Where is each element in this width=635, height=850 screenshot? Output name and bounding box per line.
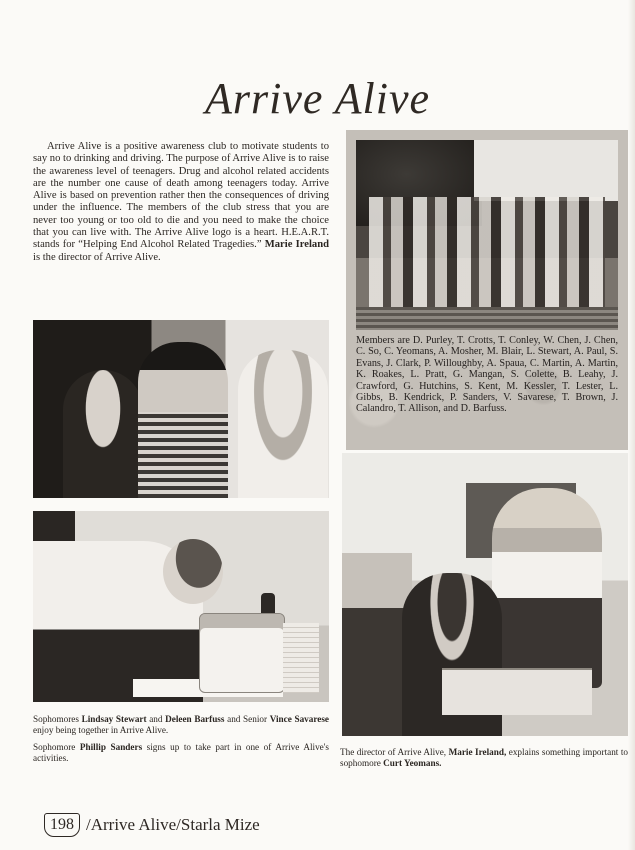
- page-footer: [44, 813, 260, 837]
- photo-members: [369, 197, 605, 307]
- photo-director-figure: [492, 488, 602, 688]
- photo-desk: [442, 668, 592, 715]
- photo-head: [163, 539, 223, 604]
- members-caption: Members are D. Purley, T. Crotts, T. Conley, W. Chen, J. Chen, C. So, C. Yeomans, A. Mosher, M. Blair, L. Stewart, A. Paul, S. Evans, J. Clark, P. Willoughby, A. Spaua, C. Martin, A. Martin, K. Roakes, L. Pratt, G. Mangan, S. Colette, B. Leahy, J. Crawford, G. Hutchins, S. Kent, M. Kessler, T. Lester, L. Gibbs, B. Kendrick, P. Sanders, V. Savarese, T. Brown, J. Calandro, T. Allison, and D. Barfuss.: [356, 335, 618, 415]
- caption-text: and: [146, 714, 166, 724]
- group-photo: [356, 140, 618, 330]
- caption-name: Vince Savarese: [269, 714, 329, 724]
- caption-name: Phillip Sanders: [79, 742, 143, 752]
- friends-caption: [33, 714, 329, 736]
- caption-text: The director of Arrive Alive,: [340, 747, 449, 757]
- intro-text-end: is the director of Arrive Alive.: [33, 251, 161, 263]
- photo-person: [63, 370, 143, 498]
- caption-name: Marie Ireland,: [448, 747, 507, 757]
- photo-cooler: [199, 613, 285, 693]
- caption-text: signs up to take part in one of Arrive Alive's activities.: [33, 742, 329, 763]
- signup-caption: [33, 742, 329, 764]
- caption-text: enjoy being together in Arrive Alive.: [33, 725, 169, 735]
- caption-name: Deleen Barfuss: [165, 714, 225, 724]
- page-edge-shadow: [628, 0, 635, 850]
- footer-credit: /Arrive Alive/Starla Mize: [86, 815, 260, 834]
- photo-cups: [283, 623, 319, 693]
- signup-photo: [33, 511, 329, 702]
- director-caption: [340, 747, 628, 769]
- friends-photo: [33, 320, 329, 498]
- caption-name: Lindsay Stewart: [81, 714, 147, 724]
- photo-person: [238, 350, 328, 498]
- page-title: Arrive Alive: [205, 74, 430, 123]
- photo-bleachers: [356, 307, 618, 330]
- intro-text: Arrive Alive is a positive awareness club to motivate students to say no to drinking and driving. The purpose of Arrive Alive is to raise the awareness level of teenagers. Drug and alcohol related accidents are the number one cause of death among teenagers today. Arrive Alive is based on prevention rather then the consequences of driving under the influence. The members of the club stress that you are never too young or too old to die and you need to make the choice that you can live with. The Arrive Alive logo is a heart. H.E.A.R.T. stands for “Helping End Alcohol Related Tragedies.”: [33, 141, 329, 251]
- director-photo: [342, 453, 628, 736]
- page-number-badge: 198: [44, 813, 80, 837]
- caption-text: Sophomore: [33, 742, 80, 752]
- caption-text: Sophomores: [33, 714, 82, 724]
- caption-text: explains something important to sophomore: [340, 747, 628, 768]
- caption-name: Curt Yeomans.: [383, 758, 442, 768]
- caption-text: and Senior: [224, 714, 270, 724]
- photo-sky: [474, 140, 618, 201]
- intro-paragraph: [33, 141, 329, 264]
- photo-person: [138, 342, 228, 498]
- director-name: Marie Ireland: [264, 239, 329, 251]
